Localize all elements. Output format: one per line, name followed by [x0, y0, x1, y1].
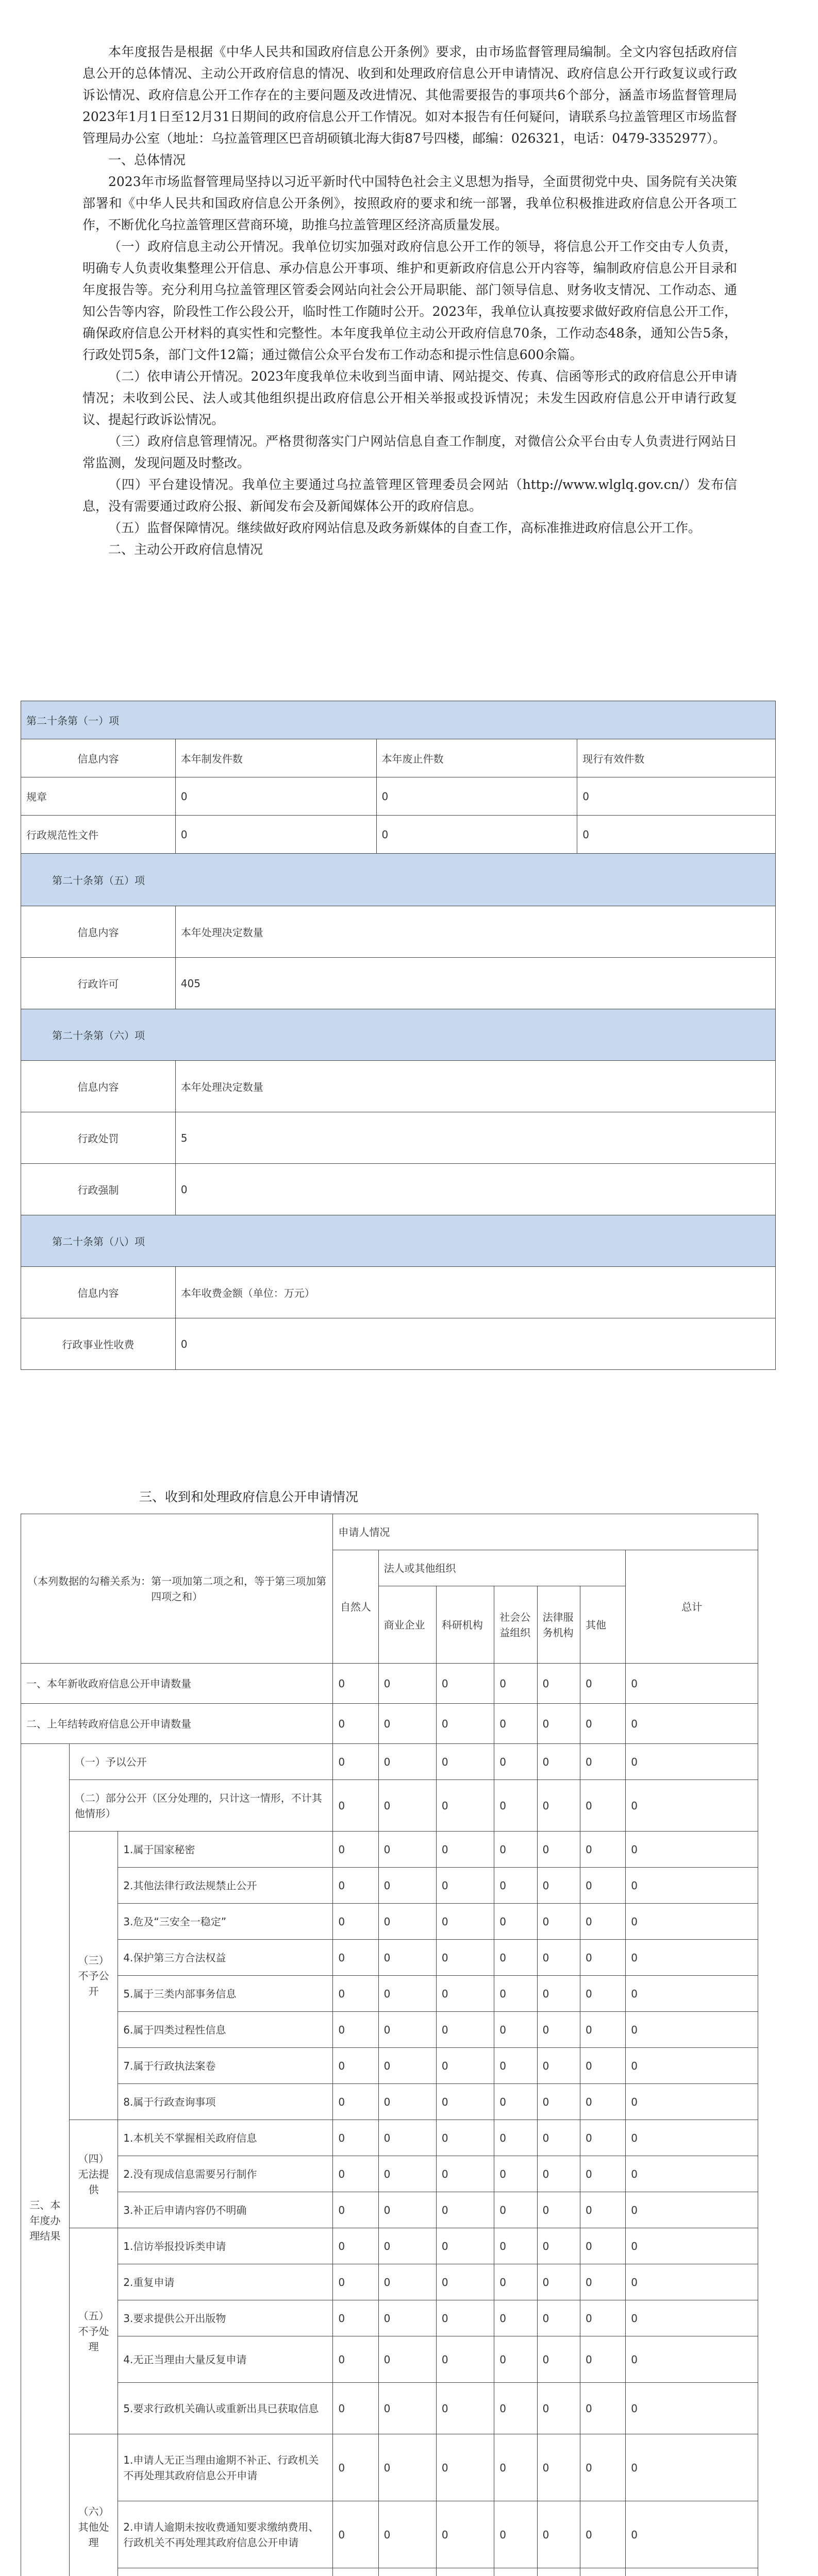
count-cell: 0 — [580, 1976, 626, 2012]
count-cell: 0 — [626, 1664, 758, 1704]
row-label: 1.本机关不掌握相关政府信息 — [118, 2120, 333, 2156]
row-label: （二）部分公开（区分处理的，只计这一情形，不计其他情形） — [69, 1780, 333, 1832]
col-info: 信息内容 — [21, 906, 176, 958]
cell: 0 — [577, 816, 776, 854]
count-cell: 0 — [626, 2501, 758, 2568]
article-20-8-header: 第二十条第（八）项 — [21, 1215, 776, 1267]
row-label: 4.保护第三方合法权益 — [118, 1940, 333, 1976]
row-label: 一、本年新收政府信息公开申请数量 — [21, 1664, 333, 1704]
cell: 405 — [175, 958, 775, 1009]
count-cell: 0 — [626, 1704, 758, 1744]
col-total: 总计 — [626, 1550, 758, 1664]
section-heading: 二、主动公开政府信息情况 — [108, 542, 263, 557]
count-cell: 0 — [378, 1868, 436, 1904]
intro-paragraph: （四）平台建设情况。我单位主要通过乌拉盖管理区管理委员会网站（http://www.wlglq.gov.cn/）发布信息，没有需要通过政府公报、新闻发布会及新闻媒体公开的政府信息。 — [82, 477, 737, 514]
count-cell: 0 — [378, 2120, 436, 2156]
article-20-5-header: 第二十条第（五）项 — [21, 854, 776, 906]
count-cell: 0 — [537, 1832, 580, 1868]
count-cell: 0 — [494, 2012, 537, 2048]
count-cell: 0 — [580, 1868, 626, 1904]
count-cell: 0 — [494, 2336, 537, 2383]
count-cell: 0 — [537, 1976, 580, 2012]
count-cell: 0 — [626, 1976, 758, 2012]
count-cell: 0 — [333, 1904, 378, 1940]
count-cell: 0 — [436, 2048, 494, 2084]
count-cell: 0 — [580, 2264, 626, 2300]
count-cell: 0 — [580, 1744, 626, 1780]
cell: 0 — [175, 777, 376, 816]
count-cell: 0 — [436, 1904, 494, 1940]
count-cell: 0 — [537, 2228, 580, 2264]
count-cell: 0 — [333, 1976, 378, 2012]
count-cell: 0 — [626, 2156, 758, 2192]
count-cell: 0 — [494, 2383, 537, 2434]
count-cell: 0 — [436, 1940, 494, 1976]
count-cell: 0 — [537, 2012, 580, 2048]
count-cell: 0 — [333, 1704, 378, 1744]
count-cell: 0 — [626, 2264, 758, 2300]
count-cell: 0 — [626, 2228, 758, 2264]
count-cell: 0 — [436, 1744, 494, 1780]
row-label: 2.其他法律行政法规禁止公开 — [118, 1868, 333, 1904]
row-label: 二、上年结转政府信息公开申请数量 — [21, 1704, 333, 1744]
count-cell: 0 — [378, 2336, 436, 2383]
row-name: 行政处罚 — [21, 1112, 176, 1164]
count-cell: 0 — [333, 2012, 378, 2048]
count-cell: 0 — [436, 1832, 494, 1868]
count-cell: 0 — [537, 2192, 580, 2228]
count-cell: 0 — [537, 2336, 580, 2383]
row-label: 8.属于行政查询事项 — [118, 2084, 333, 2120]
count-cell: 0 — [537, 2264, 580, 2300]
count-cell: 0 — [537, 2383, 580, 2434]
count-cell: 0 — [494, 2048, 537, 2084]
count-cell: 0 — [494, 2434, 537, 2501]
count-cell: 0 — [436, 2501, 494, 2568]
count-cell: 0 — [378, 2264, 436, 2300]
row-label: 3.要求提供公开出版物 — [118, 2300, 333, 2336]
count-cell: 0 — [580, 2048, 626, 2084]
count-cell: 0 — [494, 2084, 537, 2120]
intro-paragraph: （一）政府信息主动公开情况。我单位切实加强对政府信息公开工作的领导，将信息公开工作交由专人负责，明确专人负责收集整理公开信息、承办信息公开事项、维护和更新政府信息公开内容等，编制政府信息公开目录和年度报告等。充分利用乌拉盖管理区管委会网站向社会公开局职能、部门领导信息、财务收支情况、工作动态、通知公告等内容，阶段性工作公段公开，临时性工作随时公开。2023年，我单位认真按要求做好政府信息公开工作，确保政府信息公开材料的真实性和完整性。本年度我单位主动公开政府信息70条，工作动态48条，通知公告5条，行政处罚5条，部门文件12篇；通过微信公众平台发布工作动态和提示性信息600余篇。 — [82, 239, 737, 362]
count-cell: 0 — [436, 2383, 494, 2434]
col-info: 信息内容 — [21, 739, 176, 777]
count-cell: 0 — [626, 1780, 758, 1832]
section-3-title: 三、收到和处理政府信息公开申请情况 — [139, 1489, 359, 1504]
count-cell: 0 — [494, 1664, 537, 1704]
row-label: 2.重复申请 — [118, 2264, 333, 2300]
count-cell: 0 — [378, 1976, 436, 2012]
count-cell: 0 — [436, 1664, 494, 1704]
count-cell: 0 — [333, 1744, 378, 1780]
count-cell: 0 — [626, 2300, 758, 2336]
col-social: 社会公益组织 — [494, 1586, 537, 1664]
intro-paragraph: （三）政府信息管理情况。严格贯彻落实门户网站信息自查工作制度，对微信公众平台由专人负责进行网站日常监测，发现问题及时整改。 — [82, 434, 737, 470]
row-label: 1.申请人无正当理由逾期不补正、行政机关不再处理其政府信息公开申请 — [118, 2434, 333, 2501]
count-cell: 0 — [580, 2012, 626, 2048]
count-cell: 0 — [378, 1940, 436, 1976]
row-label: 1.属于国家秘密 — [118, 1832, 333, 1868]
count-cell — [333, 2568, 378, 2576]
count-cell: 0 — [580, 2228, 626, 2264]
count-cell: 0 — [537, 1904, 580, 1940]
row-label: （一）予以公开 — [69, 1744, 333, 1780]
count-cell: 0 — [626, 1904, 758, 1940]
cell: 0 — [175, 1164, 775, 1215]
count-cell: 0 — [378, 2048, 436, 2084]
col-valid: 现行有效件数 — [577, 739, 776, 777]
count-cell: 0 — [580, 1704, 626, 1744]
count-cell: 0 — [494, 1940, 537, 1976]
count-cell: 0 — [333, 2228, 378, 2264]
active-disclosure-table — [21, 701, 776, 1370]
count-cell: 0 — [333, 2156, 378, 2192]
section-heading: 一、总体情况 — [108, 152, 186, 167]
col-natural-person: 自然人 — [333, 1550, 378, 1664]
count-cell: 0 — [580, 1940, 626, 1976]
count-cell: 0 — [494, 2156, 537, 2192]
count-cell — [378, 2568, 436, 2576]
cell: 5 — [175, 1112, 775, 1164]
row-label — [118, 2568, 333, 2576]
col-legal-entity: 法人或其他组织 — [378, 1550, 626, 1586]
count-cell: 0 — [436, 2300, 494, 2336]
count-cell: 0 — [580, 2501, 626, 2568]
row-label: 5.属于三类内部事务信息 — [118, 1976, 333, 2012]
count-cell: 0 — [580, 1832, 626, 1868]
count-cell: 0 — [333, 1868, 378, 1904]
table-corner-note: （本列数据的勾稽关系为：第一项加第二项之和，等于第三项加第四项之和） — [21, 1514, 333, 1664]
count-cell: 0 — [494, 2501, 537, 2568]
count-cell: 0 — [494, 1744, 537, 1780]
cell: 0 — [376, 777, 577, 816]
result-header: 三、本年度办理结果 — [21, 1744, 70, 2576]
count-cell: 0 — [494, 2300, 537, 2336]
count-cell: 0 — [378, 1780, 436, 1832]
count-cell: 0 — [626, 2336, 758, 2383]
count-cell: 0 — [378, 2228, 436, 2264]
count-cell: 0 — [436, 2084, 494, 2120]
count-cell: 0 — [626, 1744, 758, 1780]
count-cell: 0 — [436, 2434, 494, 2501]
count-cell: 0 — [537, 1780, 580, 1832]
count-cell: 0 — [537, 1868, 580, 1904]
count-cell: 0 — [333, 2434, 378, 2501]
cell: 0 — [376, 816, 577, 854]
count-cell: 0 — [494, 1868, 537, 1904]
count-cell: 0 — [333, 1832, 378, 1868]
count-cell: 0 — [626, 1940, 758, 1976]
count-cell: 0 — [333, 2383, 378, 2434]
count-cell: 0 — [494, 2120, 537, 2156]
count-cell: 0 — [537, 1664, 580, 1704]
row-name: 行政规范性文件 — [21, 816, 176, 854]
count-cell: 0 — [378, 2084, 436, 2120]
count-cell: 0 — [626, 2434, 758, 2501]
count-cell: 0 — [436, 2156, 494, 2192]
count-cell: 0 — [537, 2120, 580, 2156]
row-label: 3.危及“三安全一稳定” — [118, 1904, 333, 1940]
count-cell: 0 — [436, 1868, 494, 1904]
row-label: 2.没有现成信息需要另行制作 — [118, 2156, 333, 2192]
count-cell: 0 — [537, 2156, 580, 2192]
count-cell: 0 — [436, 2192, 494, 2228]
count-cell: 0 — [378, 2192, 436, 2228]
count-cell: 0 — [436, 2012, 494, 2048]
count-cell: 0 — [537, 2434, 580, 2501]
count-cell: 0 — [626, 2120, 758, 2156]
col-law-service: 法律服务机构 — [537, 1586, 580, 1664]
count-cell: 0 — [333, 2300, 378, 2336]
row-name: 行政强制 — [21, 1164, 176, 1215]
count-cell: 0 — [436, 2336, 494, 2383]
count-cell: 0 — [378, 1832, 436, 1868]
row-name: 行政许可 — [21, 958, 176, 1009]
intro-paragraph: （五）监督保障情况。继续做好政府网站信息及政务新媒体的自查工作，高标准推进政府信息公开工作。 — [108, 520, 702, 535]
count-cell: 0 — [436, 1704, 494, 1744]
count-cell: 0 — [333, 1780, 378, 1832]
group-label: （四）无法提供 — [69, 2120, 118, 2228]
col-fee: 本年收费金额（单位：万元） — [175, 1267, 775, 1318]
count-cell: 0 — [626, 1832, 758, 1868]
count-cell: 0 — [333, 2264, 378, 2300]
count-cell: 0 — [378, 2156, 436, 2192]
count-cell: 0 — [333, 1940, 378, 1976]
count-cell: 0 — [626, 2012, 758, 2048]
count-cell: 0 — [494, 1832, 537, 1868]
count-cell — [626, 2568, 758, 2576]
count-cell: 0 — [580, 2434, 626, 2501]
count-cell: 0 — [580, 1780, 626, 1832]
count-cell: 0 — [494, 2264, 537, 2300]
application-table — [21, 1514, 776, 2576]
count-cell — [436, 2568, 494, 2576]
count-cell: 0 — [494, 2228, 537, 2264]
count-cell: 0 — [580, 2120, 626, 2156]
intro-paragraph: 本年度报告是根据《中华人民共和国政府信息公开条例》要求，由市场监督管理局编制。全文内容包括政府信息公开的总体情况、主动公开政府信息的情况、收到和处理政府信息公开申请情况、政府信息公开行政复议或行政诉讼情况、政府信息公开工作存在的主要问题及改进情况、其他需要报告的事项共6个部分，涵盖市场监督管理局2023年1月1日至12月31日期间的政府信息公开工作情况。如对本报告有任何疑问，请联系乌拉盖管理区市场监督管理局办公室（地址：乌拉盖管理区巴音胡硕镇北海大街87号四楼，邮编：026321，电话：0479-3352977）。 — [82, 44, 737, 146]
cell: 0 — [577, 777, 776, 816]
count-cell — [537, 2568, 580, 2576]
count-cell: 0 — [494, 2192, 537, 2228]
count-cell: 0 — [333, 2501, 378, 2568]
count-cell: 0 — [537, 1744, 580, 1780]
count-cell: 0 — [436, 2228, 494, 2264]
count-cell: 0 — [580, 2336, 626, 2383]
count-cell: 0 — [494, 1704, 537, 1744]
count-cell — [580, 2568, 626, 2576]
group-label: （六）其他处理 — [69, 2434, 118, 2576]
row-label: 5.要求行政机关确认或重新出具已获取信息 — [118, 2383, 333, 2434]
count-cell: 0 — [580, 2383, 626, 2434]
count-cell: 0 — [537, 1940, 580, 1976]
col-repealed: 本年废止件数 — [376, 739, 577, 777]
count-cell: 0 — [378, 2434, 436, 2501]
count-cell: 0 — [494, 1904, 537, 1940]
count-cell: 0 — [626, 2048, 758, 2084]
count-cell: 0 — [580, 1664, 626, 1704]
row-label: 4.无正当理由大量反复申请 — [118, 2336, 333, 2383]
count-cell — [494, 2568, 537, 2576]
count-cell: 0 — [436, 1780, 494, 1832]
count-cell: 0 — [436, 2120, 494, 2156]
count-cell: 0 — [537, 2300, 580, 2336]
count-cell: 0 — [626, 2383, 758, 2434]
applicant-header: 申请人情况 — [333, 1514, 758, 1550]
count-cell: 0 — [333, 2048, 378, 2084]
count-cell: 0 — [494, 1976, 537, 2012]
count-cell: 0 — [537, 2048, 580, 2084]
count-cell: 0 — [378, 2300, 436, 2336]
count-cell: 0 — [537, 2084, 580, 2120]
count-cell: 0 — [378, 2383, 436, 2434]
col-decide: 本年处理决定数量 — [175, 906, 775, 958]
row-name: 规章 — [21, 777, 176, 816]
count-cell: 0 — [580, 2300, 626, 2336]
count-cell: 0 — [378, 2501, 436, 2568]
count-cell: 0 — [580, 2084, 626, 2120]
col-info: 信息内容 — [21, 1267, 176, 1318]
count-cell: 0 — [580, 2192, 626, 2228]
count-cell: 0 — [333, 2120, 378, 2156]
count-cell: 0 — [333, 2336, 378, 2383]
count-cell: 0 — [580, 1904, 626, 1940]
count-cell: 0 — [626, 1868, 758, 1904]
count-cell: 0 — [378, 2012, 436, 2048]
intro-paragraph: 2023年市场监督管理局坚持以习近平新时代中国特色社会主义思想为指导，全面贯彻党中央、国务院有关决策部署和《中华人民共和国政府信息公开条例》，按照政府的要求和统一部署，我单位积极推进政府信息公开各项工作，不断优化乌拉盖管理区营商环境，助推乌拉盖管理区经济高质量发展。 — [82, 174, 737, 232]
cell: 0 — [175, 816, 376, 854]
row-name: 行政事业性收费 — [21, 1318, 176, 1370]
count-cell: 0 — [378, 1664, 436, 1704]
cell: 0 — [175, 1318, 775, 1370]
col-business: 商业企业 — [378, 1586, 436, 1664]
row-label: 3.补正后申请内容仍不明确 — [118, 2192, 333, 2228]
intro-section — [82, 41, 737, 561]
count-cell: 0 — [378, 1704, 436, 1744]
count-cell: 0 — [494, 1780, 537, 1832]
col-made: 本年制发件数 — [175, 739, 376, 777]
count-cell: 0 — [333, 1664, 378, 1704]
count-cell: 0 — [626, 2192, 758, 2228]
article-20-6-header: 第二十条第（六）项 — [21, 1009, 776, 1061]
count-cell: 0 — [333, 2192, 378, 2228]
count-cell: 0 — [378, 1744, 436, 1780]
col-other: 其他 — [580, 1586, 626, 1664]
col-research: 科研机构 — [436, 1586, 494, 1664]
count-cell: 0 — [537, 1704, 580, 1744]
row-label: 2.申请人逾期未按收费通知要求缴纳费用、行政机关不再处理其政府信息公开申请 — [118, 2501, 333, 2568]
intro-paragraph: （二）依申请公开情况。2023年度我单位未收到当面申请、网站提交、传真、信函等形式的政府信息公开申请情况；未收到公民、法人或其他组织提出政府信息公开相关举报或投诉情况；未发生因政府信息公开申请行政复议、提起行政诉讼情况。 — [82, 369, 737, 427]
group-label: （五）不予处理 — [69, 2228, 118, 2434]
group-label: （三）不予公开 — [69, 1832, 118, 2120]
count-cell: 0 — [537, 2501, 580, 2568]
col-info: 信息内容 — [21, 1061, 176, 1112]
row-label: 1.信访举报投诉类申请 — [118, 2228, 333, 2264]
count-cell: 0 — [580, 2156, 626, 2192]
row-label: 6.属于四类过程性信息 — [118, 2012, 333, 2048]
count-cell: 0 — [436, 2264, 494, 2300]
col-decide: 本年处理决定数量 — [175, 1061, 775, 1112]
article-20-1-header: 第二十条第（一）项 — [21, 701, 776, 739]
count-cell: 0 — [378, 1904, 436, 1940]
count-cell: 0 — [626, 2084, 758, 2120]
row-label: 7.属于行政执法案卷 — [118, 2048, 333, 2084]
count-cell: 0 — [436, 1976, 494, 2012]
count-cell: 0 — [333, 2084, 378, 2120]
